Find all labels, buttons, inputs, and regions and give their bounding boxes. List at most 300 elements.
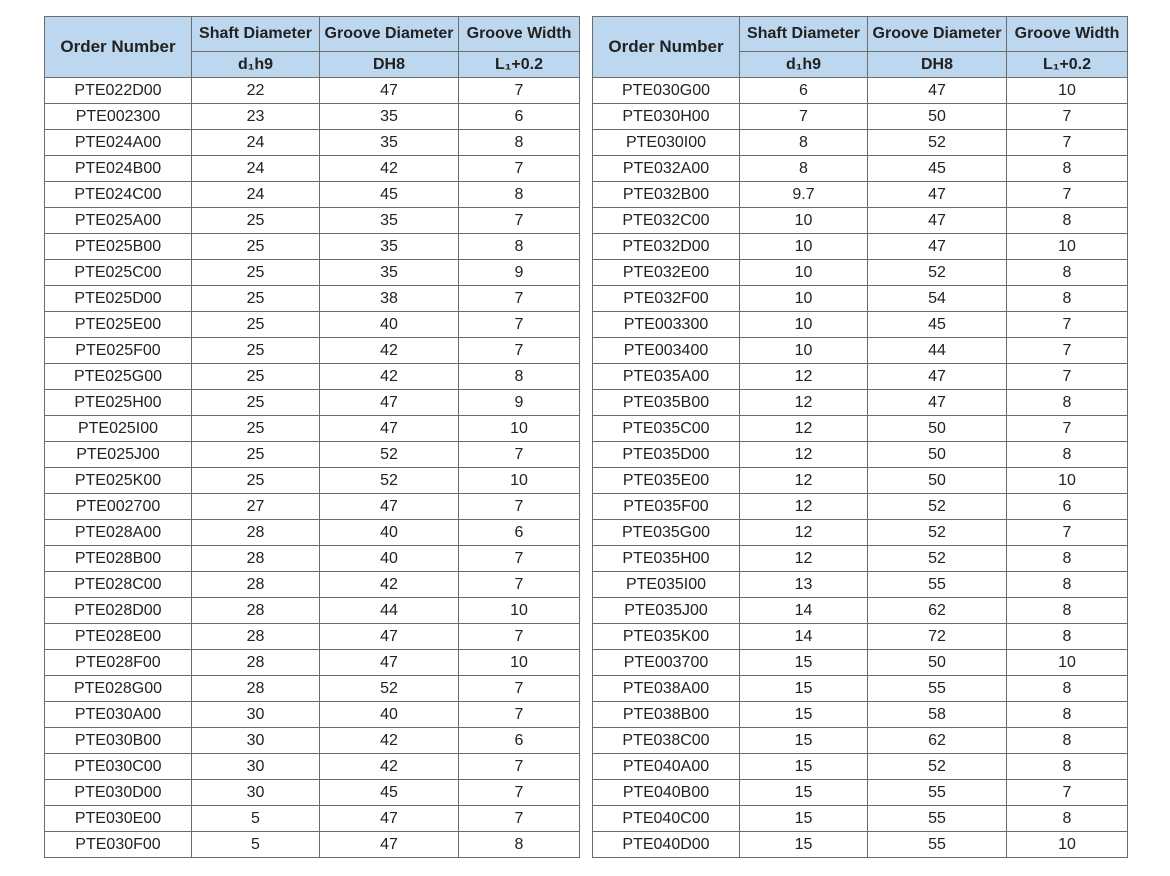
shaft-diameter-cell: 23 bbox=[192, 104, 320, 130]
order-number-cell: PTE002300 bbox=[45, 104, 192, 130]
spec-table-right bbox=[592, 16, 1128, 858]
groove-width-subheader: L₁+0.2 bbox=[459, 52, 580, 78]
groove-diameter-cell: 47 bbox=[320, 416, 459, 442]
groove-width-cell: 8 bbox=[1007, 390, 1128, 416]
shaft-diameter-cell: 30 bbox=[192, 728, 320, 754]
groove-width-cell: 7 bbox=[1007, 364, 1128, 390]
groove-width-cell: 7 bbox=[1007, 312, 1128, 338]
table-row bbox=[593, 338, 1128, 364]
order-number-cell: PTE032C00 bbox=[593, 208, 740, 234]
groove-width-header: Groove Width bbox=[1007, 17, 1128, 52]
shaft-diameter-cell: 28 bbox=[192, 676, 320, 702]
groove-diameter-cell: 50 bbox=[868, 104, 1007, 130]
groove-width-cell: 8 bbox=[1007, 702, 1128, 728]
groove-diameter-cell: 50 bbox=[868, 442, 1007, 468]
shaft-diameter-cell: 25 bbox=[192, 416, 320, 442]
groove-diameter-cell: 47 bbox=[868, 182, 1007, 208]
table-row bbox=[593, 78, 1128, 104]
shaft-diameter-cell: 30 bbox=[192, 702, 320, 728]
groove-diameter-cell: 62 bbox=[868, 728, 1007, 754]
shaft-diameter-cell: 13 bbox=[740, 572, 868, 598]
table-row bbox=[593, 676, 1128, 702]
table-row bbox=[45, 702, 580, 728]
order-number-cell: PTE035F00 bbox=[593, 494, 740, 520]
table-row bbox=[45, 676, 580, 702]
shaft-diameter-cell: 25 bbox=[192, 234, 320, 260]
table-row bbox=[593, 624, 1128, 650]
groove-diameter-cell: 50 bbox=[868, 650, 1007, 676]
shaft-diameter-cell: 12 bbox=[740, 390, 868, 416]
order-number-cell: PTE040B00 bbox=[593, 780, 740, 806]
groove-width-cell: 7 bbox=[1007, 104, 1128, 130]
table-row bbox=[45, 546, 580, 572]
groove-width-cell: 9 bbox=[459, 260, 580, 286]
groove-width-cell: 7 bbox=[459, 572, 580, 598]
order-number-cell: PTE025J00 bbox=[45, 442, 192, 468]
shaft-diameter-cell: 12 bbox=[740, 416, 868, 442]
groove-width-cell: 7 bbox=[1007, 130, 1128, 156]
groove-width-cell: 7 bbox=[459, 624, 580, 650]
order-number-cell: PTE030I00 bbox=[593, 130, 740, 156]
groove-diameter-cell: 47 bbox=[320, 806, 459, 832]
order-number-cell: PTE030A00 bbox=[45, 702, 192, 728]
table-row bbox=[45, 780, 580, 806]
order-number-cell: PTE003700 bbox=[593, 650, 740, 676]
order-number-cell: PTE002700 bbox=[45, 494, 192, 520]
shaft-diameter-cell: 15 bbox=[740, 728, 868, 754]
shaft-diameter-cell: 14 bbox=[740, 598, 868, 624]
shaft-diameter-cell: 12 bbox=[740, 546, 868, 572]
order-number-cell: PTE035I00 bbox=[593, 572, 740, 598]
groove-diameter-cell: 47 bbox=[320, 624, 459, 650]
groove-diameter-cell: 47 bbox=[320, 494, 459, 520]
order-number-cell: PTE035B00 bbox=[593, 390, 740, 416]
order-number-cell: PTE032F00 bbox=[593, 286, 740, 312]
groove-width-cell: 7 bbox=[459, 806, 580, 832]
groove-diameter-cell: 45 bbox=[320, 780, 459, 806]
shaft-diameter-cell: 28 bbox=[192, 598, 320, 624]
order-number-cell: PTE025K00 bbox=[45, 468, 192, 494]
table-header bbox=[45, 17, 580, 78]
shaft-diameter-cell: 28 bbox=[192, 520, 320, 546]
shaft-diameter-cell: 12 bbox=[740, 364, 868, 390]
table-row bbox=[593, 156, 1128, 182]
groove-width-cell: 8 bbox=[1007, 208, 1128, 234]
groove-width-cell: 7 bbox=[459, 208, 580, 234]
groove-diameter-cell: 42 bbox=[320, 364, 459, 390]
shaft-diameter-cell: 12 bbox=[740, 468, 868, 494]
groove-width-cell: 8 bbox=[1007, 546, 1128, 572]
order-number-cell: PTE025C00 bbox=[45, 260, 192, 286]
order-number-cell: PTE025H00 bbox=[45, 390, 192, 416]
shaft-diameter-cell: 10 bbox=[740, 260, 868, 286]
shaft-diameter-cell: 25 bbox=[192, 338, 320, 364]
table-row bbox=[45, 468, 580, 494]
groove-diameter-cell: 62 bbox=[868, 598, 1007, 624]
groove-diameter-cell: 54 bbox=[868, 286, 1007, 312]
table-row bbox=[45, 520, 580, 546]
groove-diameter-header: Groove Diameter bbox=[868, 17, 1007, 52]
table-row bbox=[593, 468, 1128, 494]
groove-diameter-cell: 52 bbox=[868, 260, 1007, 286]
order-number-cell: PTE040C00 bbox=[593, 806, 740, 832]
order-number-cell: PTE028G00 bbox=[45, 676, 192, 702]
groove-diameter-cell: 42 bbox=[320, 572, 459, 598]
groove-diameter-cell: 47 bbox=[868, 234, 1007, 260]
table-row bbox=[45, 182, 580, 208]
groove-width-cell: 7 bbox=[1007, 416, 1128, 442]
table-row bbox=[593, 520, 1128, 546]
groove-width-cell: 8 bbox=[1007, 442, 1128, 468]
order-number-cell: PTE028C00 bbox=[45, 572, 192, 598]
table-row bbox=[45, 208, 580, 234]
shaft-diameter-cell: 27 bbox=[192, 494, 320, 520]
table-row bbox=[45, 260, 580, 286]
order-number-cell: PTE035K00 bbox=[593, 624, 740, 650]
groove-width-cell: 8 bbox=[1007, 624, 1128, 650]
shaft-diameter-cell: 24 bbox=[192, 156, 320, 182]
table-row bbox=[593, 390, 1128, 416]
shaft-diameter-subheader: d₁h9 bbox=[740, 52, 868, 78]
table-row bbox=[45, 494, 580, 520]
order-number-cell: PTE032E00 bbox=[593, 260, 740, 286]
order-number-header: Order Number bbox=[593, 17, 740, 78]
groove-diameter-cell: 40 bbox=[320, 312, 459, 338]
order-number-cell: PTE025B00 bbox=[45, 234, 192, 260]
table-row bbox=[593, 832, 1128, 858]
table-row bbox=[45, 806, 580, 832]
shaft-diameter-cell: 28 bbox=[192, 650, 320, 676]
shaft-diameter-cell: 12 bbox=[740, 520, 868, 546]
order-number-cell: PTE032A00 bbox=[593, 156, 740, 182]
table-row bbox=[593, 416, 1128, 442]
groove-diameter-cell: 50 bbox=[868, 416, 1007, 442]
groove-width-cell: 8 bbox=[1007, 156, 1128, 182]
groove-diameter-cell: 35 bbox=[320, 208, 459, 234]
order-number-cell: PTE030F00 bbox=[45, 832, 192, 858]
order-number-cell: PTE028A00 bbox=[45, 520, 192, 546]
table-row bbox=[593, 494, 1128, 520]
groove-width-cell: 8 bbox=[459, 832, 580, 858]
table-row bbox=[593, 702, 1128, 728]
order-number-cell: PTE030D00 bbox=[45, 780, 192, 806]
shaft-diameter-cell: 10 bbox=[740, 338, 868, 364]
order-number-cell: PTE022D00 bbox=[45, 78, 192, 104]
table-row bbox=[593, 208, 1128, 234]
order-number-cell: PTE024C00 bbox=[45, 182, 192, 208]
shaft-diameter-cell: 30 bbox=[192, 754, 320, 780]
shaft-diameter-cell: 7 bbox=[740, 104, 868, 130]
table-row bbox=[45, 442, 580, 468]
groove-diameter-cell: 47 bbox=[320, 78, 459, 104]
order-number-cell: PTE032B00 bbox=[593, 182, 740, 208]
spec-table-left bbox=[44, 16, 580, 858]
groove-width-cell: 7 bbox=[1007, 520, 1128, 546]
shaft-diameter-cell: 25 bbox=[192, 260, 320, 286]
groove-diameter-header: Groove Diameter bbox=[320, 17, 459, 52]
order-number-cell: PTE038C00 bbox=[593, 728, 740, 754]
groove-diameter-cell: 45 bbox=[868, 312, 1007, 338]
groove-diameter-cell: 47 bbox=[320, 390, 459, 416]
order-number-cell: PTE025I00 bbox=[45, 416, 192, 442]
table-body bbox=[45, 78, 580, 858]
shaft-diameter-cell: 24 bbox=[192, 182, 320, 208]
groove-diameter-cell: 52 bbox=[868, 546, 1007, 572]
shaft-diameter-cell: 5 bbox=[192, 806, 320, 832]
table-row bbox=[45, 234, 580, 260]
table-row bbox=[45, 754, 580, 780]
groove-width-cell: 8 bbox=[1007, 754, 1128, 780]
order-number-cell: PTE038B00 bbox=[593, 702, 740, 728]
groove-diameter-cell: 52 bbox=[868, 754, 1007, 780]
groove-diameter-cell: 58 bbox=[868, 702, 1007, 728]
table-row bbox=[593, 364, 1128, 390]
groove-diameter-cell: 72 bbox=[868, 624, 1007, 650]
shaft-diameter-cell: 9.7 bbox=[740, 182, 868, 208]
groove-width-cell: 10 bbox=[459, 598, 580, 624]
order-number-cell: PTE035H00 bbox=[593, 546, 740, 572]
groove-width-cell: 8 bbox=[459, 130, 580, 156]
groove-width-cell: 8 bbox=[1007, 572, 1128, 598]
order-number-cell: PTE040D00 bbox=[593, 832, 740, 858]
groove-diameter-cell: 55 bbox=[868, 572, 1007, 598]
order-number-cell: PTE025D00 bbox=[45, 286, 192, 312]
groove-width-cell: 7 bbox=[459, 312, 580, 338]
order-number-cell: PTE040A00 bbox=[593, 754, 740, 780]
table-body bbox=[593, 78, 1128, 858]
order-number-cell: PTE025G00 bbox=[45, 364, 192, 390]
table-row bbox=[45, 338, 580, 364]
shaft-diameter-header: Shaft Diameter bbox=[740, 17, 868, 52]
groove-diameter-cell: 52 bbox=[868, 520, 1007, 546]
table-row bbox=[45, 598, 580, 624]
groove-width-cell: 7 bbox=[1007, 780, 1128, 806]
shaft-diameter-cell: 10 bbox=[740, 312, 868, 338]
shaft-diameter-cell: 24 bbox=[192, 130, 320, 156]
shaft-diameter-cell: 25 bbox=[192, 442, 320, 468]
groove-diameter-subheader: DH8 bbox=[868, 52, 1007, 78]
order-number-cell: PTE038A00 bbox=[593, 676, 740, 702]
groove-width-cell: 7 bbox=[459, 702, 580, 728]
groove-width-cell: 7 bbox=[1007, 182, 1128, 208]
groove-diameter-cell: 47 bbox=[320, 650, 459, 676]
groove-diameter-cell: 47 bbox=[868, 208, 1007, 234]
groove-width-cell: 10 bbox=[1007, 78, 1128, 104]
table-row bbox=[45, 650, 580, 676]
groove-diameter-cell: 55 bbox=[868, 832, 1007, 858]
groove-width-cell: 7 bbox=[459, 156, 580, 182]
groove-diameter-cell: 55 bbox=[868, 780, 1007, 806]
table-row bbox=[45, 832, 580, 858]
order-number-cell: PTE025A00 bbox=[45, 208, 192, 234]
groove-diameter-cell: 52 bbox=[320, 676, 459, 702]
order-number-cell: PTE030E00 bbox=[45, 806, 192, 832]
order-number-cell: PTE028B00 bbox=[45, 546, 192, 572]
groove-diameter-cell: 35 bbox=[320, 234, 459, 260]
table-row bbox=[593, 312, 1128, 338]
table-row bbox=[45, 572, 580, 598]
groove-diameter-cell: 42 bbox=[320, 338, 459, 364]
order-number-cell: PTE028D00 bbox=[45, 598, 192, 624]
order-number-cell: PTE035C00 bbox=[593, 416, 740, 442]
table-row bbox=[45, 312, 580, 338]
shaft-diameter-header: Shaft Diameter bbox=[192, 17, 320, 52]
groove-width-cell: 9 bbox=[459, 390, 580, 416]
groove-diameter-cell: 47 bbox=[868, 364, 1007, 390]
groove-width-header: Groove Width bbox=[459, 17, 580, 52]
table-row bbox=[593, 546, 1128, 572]
groove-width-cell: 8 bbox=[1007, 676, 1128, 702]
table-row bbox=[45, 416, 580, 442]
table-row bbox=[45, 78, 580, 104]
groove-diameter-cell: 44 bbox=[320, 598, 459, 624]
table-row bbox=[45, 728, 580, 754]
shaft-diameter-cell: 25 bbox=[192, 390, 320, 416]
table-row bbox=[593, 806, 1128, 832]
table-row bbox=[593, 650, 1128, 676]
groove-diameter-cell: 40 bbox=[320, 520, 459, 546]
table-row bbox=[45, 104, 580, 130]
shaft-diameter-cell: 15 bbox=[740, 754, 868, 780]
order-number-cell: PTE035G00 bbox=[593, 520, 740, 546]
order-number-cell: PTE025F00 bbox=[45, 338, 192, 364]
groove-width-subheader: L₁+0.2 bbox=[1007, 52, 1128, 78]
order-number-cell: PTE024B00 bbox=[45, 156, 192, 182]
groove-width-cell: 6 bbox=[459, 104, 580, 130]
order-number-cell: PTE030H00 bbox=[593, 104, 740, 130]
groove-width-cell: 10 bbox=[459, 650, 580, 676]
groove-width-cell: 10 bbox=[1007, 650, 1128, 676]
groove-diameter-cell: 45 bbox=[868, 156, 1007, 182]
table-row bbox=[593, 572, 1128, 598]
order-number-cell: PTE030B00 bbox=[45, 728, 192, 754]
order-number-cell: PTE035A00 bbox=[593, 364, 740, 390]
groove-width-cell: 8 bbox=[459, 234, 580, 260]
order-number-cell: PTE035D00 bbox=[593, 442, 740, 468]
shaft-diameter-cell: 28 bbox=[192, 572, 320, 598]
table-row bbox=[593, 182, 1128, 208]
groove-diameter-cell: 44 bbox=[868, 338, 1007, 364]
order-number-cell: PTE035E00 bbox=[593, 468, 740, 494]
shaft-diameter-cell: 8 bbox=[740, 156, 868, 182]
groove-width-cell: 7 bbox=[459, 754, 580, 780]
groove-width-cell: 8 bbox=[1007, 806, 1128, 832]
shaft-diameter-cell: 25 bbox=[192, 208, 320, 234]
groove-diameter-cell: 52 bbox=[868, 494, 1007, 520]
shaft-diameter-cell: 10 bbox=[740, 234, 868, 260]
groove-width-cell: 7 bbox=[459, 676, 580, 702]
groove-width-cell: 8 bbox=[1007, 260, 1128, 286]
table-row bbox=[45, 156, 580, 182]
shaft-diameter-cell: 15 bbox=[740, 702, 868, 728]
order-number-cell: PTE035J00 bbox=[593, 598, 740, 624]
table-row bbox=[593, 442, 1128, 468]
groove-diameter-cell: 52 bbox=[320, 468, 459, 494]
order-number-header: Order Number bbox=[45, 17, 192, 78]
table-row bbox=[45, 286, 580, 312]
table-row bbox=[593, 130, 1128, 156]
order-number-cell: PTE024A00 bbox=[45, 130, 192, 156]
shaft-diameter-cell: 15 bbox=[740, 806, 868, 832]
table-row bbox=[593, 780, 1128, 806]
table-row bbox=[45, 390, 580, 416]
groove-width-cell: 6 bbox=[1007, 494, 1128, 520]
groove-width-cell: 10 bbox=[1007, 468, 1128, 494]
groove-width-cell: 7 bbox=[459, 442, 580, 468]
order-number-cell: PTE030G00 bbox=[593, 78, 740, 104]
shaft-diameter-cell: 22 bbox=[192, 78, 320, 104]
shaft-diameter-cell: 25 bbox=[192, 286, 320, 312]
table-row bbox=[593, 234, 1128, 260]
groove-width-cell: 10 bbox=[1007, 234, 1128, 260]
shaft-diameter-cell: 15 bbox=[740, 780, 868, 806]
shaft-diameter-cell: 25 bbox=[192, 312, 320, 338]
table-row bbox=[593, 598, 1128, 624]
groove-width-cell: 7 bbox=[1007, 338, 1128, 364]
groove-diameter-cell: 42 bbox=[320, 728, 459, 754]
groove-width-cell: 8 bbox=[459, 364, 580, 390]
order-number-cell: PTE032D00 bbox=[593, 234, 740, 260]
groove-diameter-cell: 42 bbox=[320, 156, 459, 182]
shaft-diameter-cell: 15 bbox=[740, 832, 868, 858]
shaft-diameter-cell: 10 bbox=[740, 286, 868, 312]
shaft-diameter-cell: 30 bbox=[192, 780, 320, 806]
groove-width-cell: 8 bbox=[1007, 286, 1128, 312]
table-row bbox=[593, 260, 1128, 286]
groove-diameter-cell: 52 bbox=[320, 442, 459, 468]
shaft-diameter-cell: 15 bbox=[740, 650, 868, 676]
groove-width-cell: 7 bbox=[459, 546, 580, 572]
table-row bbox=[593, 728, 1128, 754]
shaft-diameter-cell: 8 bbox=[740, 130, 868, 156]
groove-width-cell: 6 bbox=[459, 728, 580, 754]
groove-width-cell: 10 bbox=[459, 416, 580, 442]
shaft-diameter-cell: 28 bbox=[192, 546, 320, 572]
shaft-diameter-cell: 6 bbox=[740, 78, 868, 104]
table-row bbox=[45, 624, 580, 650]
groove-width-cell: 7 bbox=[459, 286, 580, 312]
groove-diameter-cell: 35 bbox=[320, 104, 459, 130]
shaft-diameter-cell: 12 bbox=[740, 442, 868, 468]
table-header bbox=[593, 17, 1128, 78]
groove-width-cell: 8 bbox=[459, 182, 580, 208]
groove-width-cell: 7 bbox=[459, 780, 580, 806]
order-number-cell: PTE003400 bbox=[593, 338, 740, 364]
shaft-diameter-cell: 25 bbox=[192, 468, 320, 494]
groove-width-cell: 7 bbox=[459, 338, 580, 364]
order-number-cell: PTE028E00 bbox=[45, 624, 192, 650]
order-number-cell: PTE028F00 bbox=[45, 650, 192, 676]
shaft-diameter-cell: 25 bbox=[192, 364, 320, 390]
groove-diameter-cell: 45 bbox=[320, 182, 459, 208]
groove-diameter-cell: 42 bbox=[320, 754, 459, 780]
groove-diameter-cell: 35 bbox=[320, 260, 459, 286]
groove-diameter-cell: 47 bbox=[320, 832, 459, 858]
table-row bbox=[593, 104, 1128, 130]
shaft-diameter-cell: 12 bbox=[740, 494, 868, 520]
groove-diameter-cell: 55 bbox=[868, 676, 1007, 702]
shaft-diameter-subheader: d₁h9 bbox=[192, 52, 320, 78]
table-row bbox=[45, 130, 580, 156]
groove-diameter-cell: 52 bbox=[868, 130, 1007, 156]
groove-width-cell: 8 bbox=[1007, 728, 1128, 754]
shaft-diameter-cell: 14 bbox=[740, 624, 868, 650]
table-row bbox=[593, 286, 1128, 312]
groove-diameter-cell: 47 bbox=[868, 78, 1007, 104]
order-number-cell: PTE025E00 bbox=[45, 312, 192, 338]
table-row bbox=[593, 754, 1128, 780]
groove-diameter-cell: 55 bbox=[868, 806, 1007, 832]
